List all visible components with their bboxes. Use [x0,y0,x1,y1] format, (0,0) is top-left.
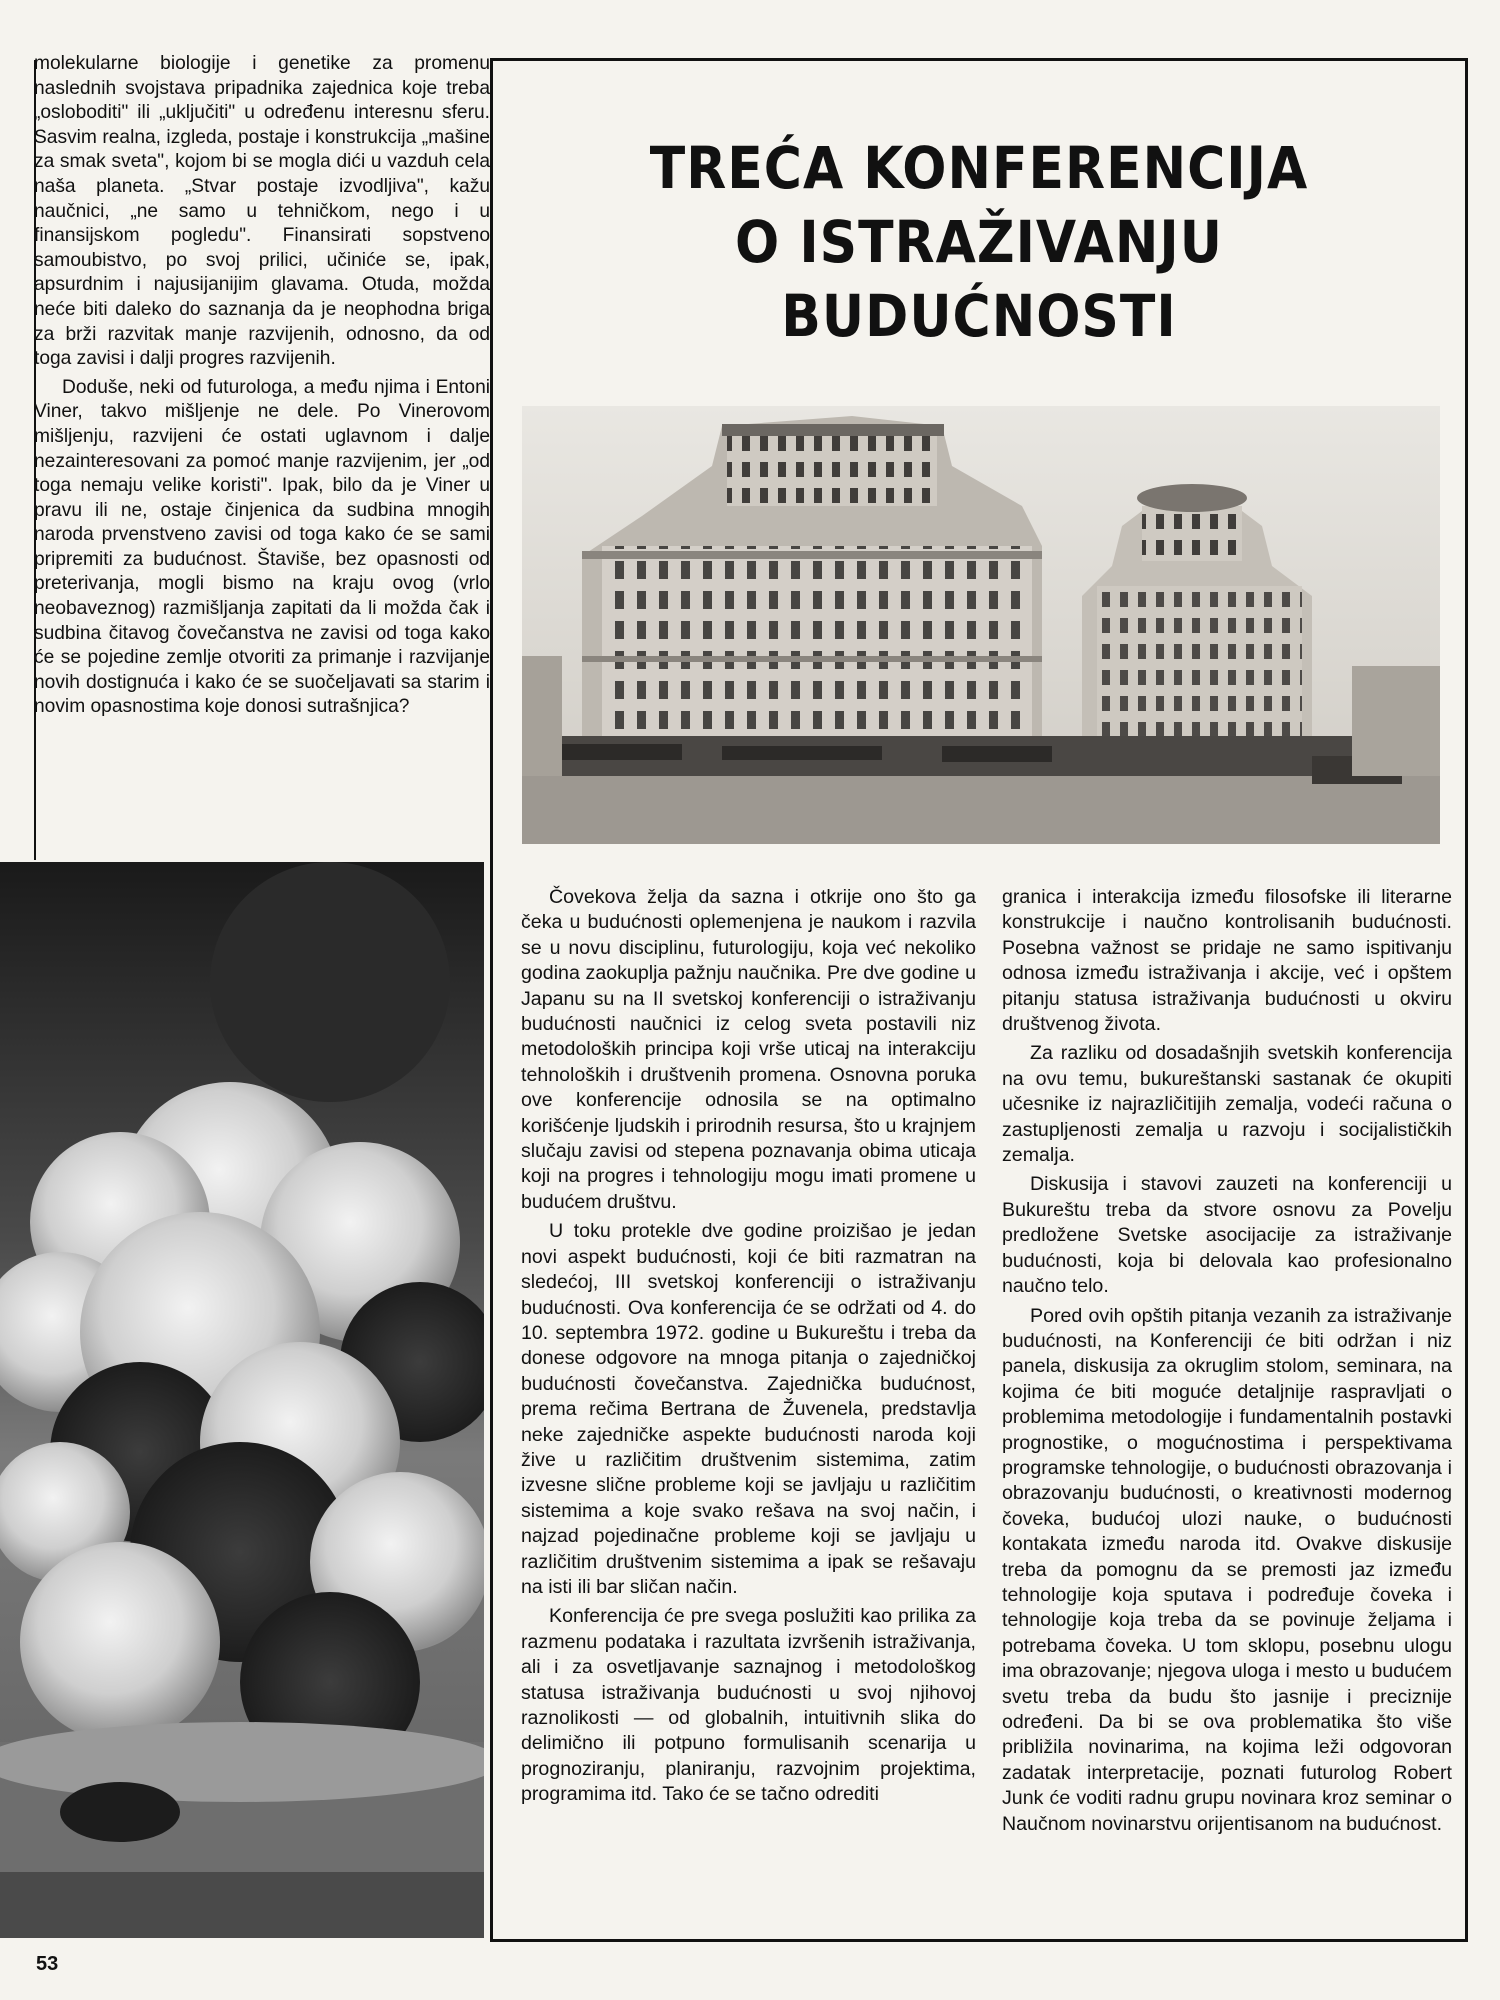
left-paragraph-2: Doduše, neki od futurologa, a među njima i Entoni Viner, takvo mišljenje ne dele. Po Vinerovom mišljenju, razvijeni će ostati uglavnom i dalje nezainteresovani za pomoć manje razvijenim, jer „od toga nemaju velike koristi". Ipak, bilo da je Viner u pravu ili ne, ostaje činjenica da sudbina mnogih naroda prvenstveno zavisi od toga kako će se sami pripremiti za budućnost. Štaviše, bez opasnosti od preterivanja, mogli bismo na kraju ovog (vrlo neobaveznog) razmišljanja zapitati da li možda čak i sudbina čitavog čovečanstva ne zavisi od toga kako će se pojedine zemlje otvoriti za primanje i razvijanje novih dostignuća i kako će se suočeljavati sa starim i novim opasnostima koje donosi sutrašnjica? [34,376,490,718]
headline-line-3: BUDUĆNOSTI [781,283,1177,351]
article-headline [500,132,1458,354]
cloud-photo [0,862,484,1938]
middle-paragraph-1: Čovekova želja da sazna i otkrije ono što ga čeka u budućnosti oplemenjena je naukom i razvila se u novu disciplinu, futurologiju, koja već nekoliko godina zaokuplja pažnju naučnika. Pre dve godine u Japanu su na II svetskoj konferenciji o istraživanju budućnosti naučnici iz celog sveta postavili niz metodoloških principa koji vrše uticaj na interakciju tehnoloških i društvenih promena. Osnovna poruka ove konferencije odnosila se na optimalno korišćenje ljudskih i prirodnih resursa, što u krajnjem slučaju zavisi od stepena poznavanja obima uticaja koji na progres i tehnologiju mogu imati promene u budućem društvu. [521,886,976,1213]
headline-line-2: O ISTRAŽIVANJU [735,209,1223,277]
page-number: 53 [36,1953,59,1975]
right-column-text [1002,885,1452,1837]
right-paragraph-1: granica i interakcija između filosofske ili literarne konstrukcije i naučno kontrolisanih budućnosti. Posebna važnost se pridaje ne samo ispitivanju odnosa između istraživanja i akcije, već i opštem pitanju statusa istraživanja budućnosti u okviru društvenog života. [1002,886,1452,1036]
middle-column-text [521,885,976,1808]
building-photo [522,406,1440,844]
right-paragraph-3: Diskusija i stavovi zauzeti na konferenciji u Bukureštu treba da stvore osnovu za Povelju predložene Svetske asocijacije za istraživanje budućnosti, koja bi delovala kao profesionalno naučno telo. [1002,1173,1452,1298]
left-paragraph-1: molekularne biologije i genetike za promenu naslednih svojstava pripadnika zajednica koje treba „osloboditi" ili „uključiti" u određenu interesnu sferu. Sasvim realna, izgleda, postaje i konstrukcija „mašine za smak sveta", kojom bi se mogla dići u vazduh cela naša planeta. „Stvar postaje izvodljiva", kažu naučnici, „ne samo u tehničkom, nego i u finansijskom pogledu". Finansirati sopstveno samoubistvo, po svoj prilici, učiniće se, ipak, apsurdnim i najusijanijim glavama. Otuda, možda neće biti daleko do saznanja da je neophodna briga za brži razvitak manje razvijenih, odnosno, da od toga zavisi i dalji progres razvijenih. [34,53,490,370]
left-column-text [34,52,490,720]
middle-paragraph-3: Konferencija će pre svega poslužiti kao prilika za razmenu podataka i razultata izvršenih istraživanja, ali i za osvetljavanje saznajnog i metodološkog statusa istraživanja budućnosti u svoj njihovoj raznolikosti — od globalnih, intuitivnih slika do delimično ili potpuno formulisanih scenarija u prognoziranju, planiranju, razvojnim projektima, programima itd. Tako će se tačno odrediti [521,1605,976,1806]
middle-paragraph-2: U toku protekle dve godine proizišao je jedan novi aspekt budućnosti, koji će biti razmatran na sledećoj, III svetskoj konferenciji o istraživanju budućnosti. Ova konferencija će se održati od 4. do 10. septembra 1972. godine u Bukureštu i treba da donese odgovore na mnoga pitanja o zajedničkoj budućnosti čovečanstva. Zajednička budućnost, prema rečima Bertrana de Žuvenela, predstavlja neke zajedničke aspekte budućnosti naroda koji žive u različitim društvenim sistemima, zatim izvesne slične probleme koji se javljaju u različitim sistemima a koje svako rešava na svoj način, i najzad pojedinačne probleme koji se javljaju u različitim društvenim sistemima a ipak se rešavaju na isti ili bar sličan način. [521,1220,976,1598]
headline-line-1: TREĆA KONFERENCIJA [649,135,1309,203]
right-paragraph-2: Za razliku od dosadašnjih svetskih konferencija na ovu temu, bukureštanski sastanak će okupiti učesnike iz najrazličitijih zemalja, vodeći računa o zastupljenosti zemalja u razvoju i socijalističkih zemalja. [1002,1042,1452,1167]
right-paragraph-4: Pored ovih opštih pitanja vezanih za istraživanje budućnosti, na Konferenciji će biti održan i niz panela, diskusija za okruglim stolom, seminara, na kojima će biti moguće detaljnije raspravljati o problemima metodologije i fundamentalnih postavki prognostike, o mogućnostima i perspektivama programske tehnologije, o budućnosti obrazovanja i obrazovanju budućnosti, o kreativnosti modernog čoveka, budućoj ulozi nauke, o budućnosti kontakata između naroda itd. Ovakve diskusije treba da pomognu da se premosti jaz između tehnologije koja sputava i podređuje čoveka i tehnologije koja treba da se povinuje željama i potrebama čoveka. U tom sklopu, posebnu ulogu ima obrazovanje; njegova uloga i mesto u budućem svetu treba da budu što jasnije i preciznije određeni. Da bi se ova problematika što više približila novinarima, na kojima leži odgovoran zadatak interpretacije, poznati futurolog Robert Junk će voditi radnu grupu novinara kroz seminar o Naučnom novinarstvu orijentisanom na budućnost. [1002,1304,1452,1835]
